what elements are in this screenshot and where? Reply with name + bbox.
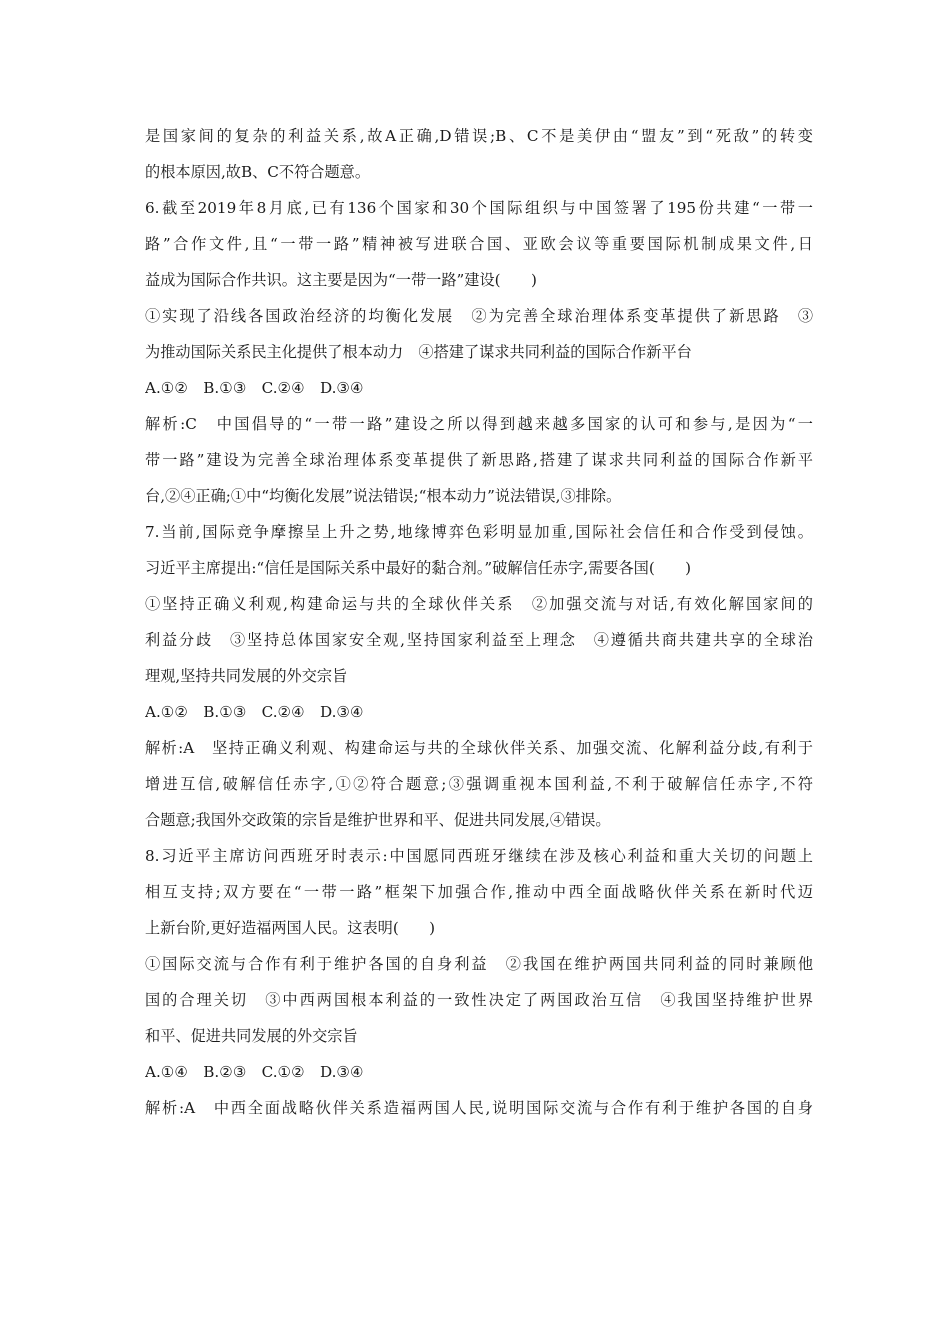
text-line: A.①② B.①③ C.②④ D.③④ [145, 379, 364, 397]
text-line: A.①④ B.②③ C.①② D.③④ [145, 1063, 364, 1081]
text-line: 是国家间的复杂的利益关系,故A正确,D错误;B、C不是美伊由“盟友”到“死敌”的转变 [145, 127, 813, 145]
text-line: 7.当前,国际竞争摩擦呈上升之势,地缘博弈色彩明显加重,国际社会信任和合作受到侵蚀。 [145, 523, 813, 541]
text-line: 台,②④正确;①中“均衡化发展”说法错误;“根本动力”说法错误,③排除。 [145, 487, 622, 505]
text-line: 合题意;我国外交政策的宗旨是维护世界和平、促进共同发展,④错误。 [145, 811, 611, 829]
text-line: 路”合作文件,且“一带一路”精神被写进联合国、亚欧会议等重要国际机制成果文件,日 [145, 235, 813, 253]
text-line: ①实现了沿线各国政治经济的均衡化发展 ②为完善全球治理体系变革提供了新思路 ③ [145, 307, 813, 325]
text-line: 解析:A 坚持正确义利观、构建命运与共的全球伙伴关系、加强交流、化解利益分歧,有利于 [145, 739, 813, 757]
text-line: 国的合理关切 ③中西两国根本利益的一致性决定了两国政治互信 ④我国坚持维护世界 [145, 991, 813, 1009]
text-line: 利益分歧 ③坚持总体国家安全观,坚持国家利益至上理念 ④遵循共商共建共享的全球治 [145, 631, 813, 649]
text-line: 上新台阶,更好造福两国人民。这表明( ) [145, 919, 436, 937]
text-line: 解析:A 中西全面战略伙伴关系造福两国人民,说明国际交流与合作有利于维护各国的自身 [145, 1099, 813, 1117]
text-line: 解析:C 中国倡导的“一带一路”建设之所以得到越来越多国家的认可和参与,是因为“一 [145, 415, 813, 433]
text-line: 增进互信,破解信任赤字,①②符合题意;③强调重视本国利益,不利于破解信任赤字,不符 [145, 775, 813, 793]
text-line: 益成为国际合作共识。这主要是因为“一带一路”建设( ) [145, 271, 537, 289]
text-line: 8.习近平主席访问西班牙时表示:中国愿同西班牙继续在涉及核心利益和重大关切的问题上 [145, 847, 813, 865]
text-line: 习近平主席提出:“信任是国际关系中最好的黏合剂。”破解信任赤字,需要各国( ) [145, 559, 692, 577]
text-line: 为推动国际关系民主化提供了根本动力 ④搭建了谋求共同利益的国际合作新平台 [145, 343, 692, 361]
document-body [145, 118, 813, 1126]
text-line: 带一路”建设为完善全球治理体系变革提供了新思路,搭建了谋求共同利益的国际合作新平 [145, 451, 813, 469]
text-line: 6.截至2019年8月底,已有136个国家和30个国际组织与中国签署了195份共建“一带一 [145, 199, 813, 217]
text-line: 的根本原因,故B、C不符合题意。 [145, 163, 371, 181]
text-line: 相互支持;双方要在“一带一路”框架下加强合作,推动中西全面战略伙伴关系在新时代迈 [145, 883, 813, 901]
text-line: 和平、促进共同发展的外交宗旨 [145, 1027, 358, 1045]
text-line: ①国际交流与合作有利于维护各国的自身利益 ②我国在维护两国共同利益的同时兼顾他 [145, 955, 813, 973]
text-line: ①坚持正确义利观,构建命运与共的全球伙伴关系 ②加强交流与对话,有效化解国家间的 [145, 595, 813, 613]
text-line: A.①② B.①③ C.②④ D.③④ [145, 703, 364, 721]
text-line: 理观,坚持共同发展的外交宗旨 [145, 667, 348, 685]
